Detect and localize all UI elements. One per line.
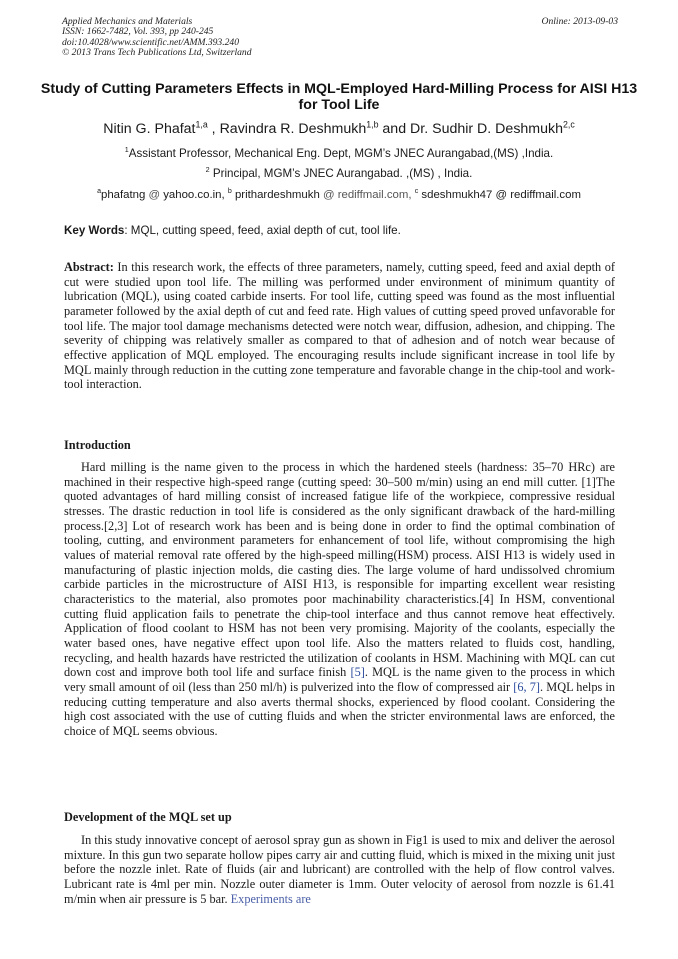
email-mark: b xyxy=(227,188,232,196)
keywords-text: : MQL, cutting speed, feed, axial depth of cut, tool life. xyxy=(124,224,401,237)
mql-setup-paragraph xyxy=(64,833,615,906)
email-user[interactable]: sdeshmukh47 xyxy=(421,189,493,201)
email-domain[interactable]: yahoo.co.in, xyxy=(163,189,225,201)
author-separator: and xyxy=(378,121,411,137)
abstract-text: In this research work, the effects of three parameters, namely, cutting speed, feed and axial depth of cut were studied upon tool life. The milling was performed under environment of minimum quantity of lubrication (MQL), using coated carbide inserts. For tool life, cutting speed was found as the most influential parameter followed by the axial depth of cut and feed rate. High values of cutting speed proved unfavorable for tool life. The major tool damage mechanisms detected were notch wear, diffusion, adhesion, and chipping. The severity of chipping was relatively smaller as compared to that of adhesion and of notch wear because of effective application of MQL employed. The encouraging results include significant increase in tool life by MQL mainly through reduction in the cutting zone temperature and favorable change in the chip-tool and work-tool interaction. xyxy=(64,260,615,392)
copyright-line: © 2013 Trans Tech Publications Ltd, Switzerland xyxy=(62,47,252,59)
keywords-label: Key Words xyxy=(64,224,125,237)
doi-line: doi:10.4028/www.scientific.net/AMM.393.240 xyxy=(62,36,240,48)
affiliation-text: Principal, MGM’s JNEC Aurangabad. ,(MS) , India. xyxy=(209,167,473,180)
abstract-label: Abstract: xyxy=(64,260,114,274)
keywords xyxy=(64,224,616,238)
author-name: Ravindra R. Deshmukh xyxy=(219,121,367,137)
abstract xyxy=(64,260,615,392)
issn-line: ISSN: 1662-7482, Vol. 393, pp 240-245 xyxy=(62,26,214,38)
paragraph-text: Hard milling is the name given to the process in which the hardened steels (hardness: 35–70 HRc) are machined in their respective high-speed range (cutting speed: 30–500 m/min) using an end mill cutter. [1]The quoted advantages of hard milling consist of increased fatigue life of the workpiece, compressive residual stresses. The drastic reduction in tool life is considered as the only significant drawback of the hard-milling process.[2,3] Lot of research work has been and is being done in order to find the optimal combination of tooling, cutting, and environment parameters for enhancement of tool life, without compromising the high values of material removal rate offered by the high-speed milling(HSM) process. AISI H13 is widely used in manufacturing of plastic injection molds, die casting dies. The large volume of hard undissolved chromium carbide particles in the microstructure of AISI H13, is responsible for imparting excellent wear resisting characteristics to the material, also promotes poor machinability characteristics.[4] In HSM, conventional cutting fluid application fails to penetrate the chip-tool interface and thus cannot remove heat effectively. Application of flood coolant to HSM has not been very promising. Majority of the coolants, especially the water based ones, have negative effect upon tool life. Also the matters related to fluids cost, handling, recycling, and health hazards have restricted the utilization of coolants in HSM. Machining with MQL can cut down cost and improve both tool life and surface finish xyxy=(64,460,615,680)
author-name: Nitin G. Phafat xyxy=(103,121,196,137)
journal-name: Applied Mechanics and Materials xyxy=(62,16,193,27)
email-at: @ xyxy=(319,189,338,201)
author-separator: , xyxy=(207,121,220,137)
affiliation-mark: 2 xyxy=(205,165,210,175)
email-mark: c xyxy=(414,188,419,196)
online-date: Online: 2013-09-03 xyxy=(541,16,618,27)
affiliation-mark: 1 xyxy=(124,145,129,155)
affiliation-1 xyxy=(20,147,658,161)
email-mark: a xyxy=(97,188,101,196)
author-affil-mark: 1,b xyxy=(366,119,379,130)
email-user[interactable]: phafatng xyxy=(100,189,146,201)
email-list xyxy=(20,188,658,202)
introduction-paragraph xyxy=(64,460,615,738)
paragraph-trailing-text: Experiments are xyxy=(230,891,311,906)
author-affil-mark: 2,c xyxy=(563,119,575,130)
author-name: Dr. Sudhir D. Deshmukh xyxy=(410,121,563,137)
paper-title: Study of Cutting Parameters Effects in MQL-Employed Hard-Milling Process for AISI H13 for Tool Life xyxy=(40,81,638,113)
author-list xyxy=(20,120,658,138)
email-domain[interactable]: rediffmail.com, xyxy=(337,189,412,201)
author-affil-mark: 1,a xyxy=(195,119,208,130)
email-user[interactable]: prithardeshmukh xyxy=(234,189,320,201)
citation-link[interactable]: [5] xyxy=(350,665,365,680)
paragraph-text: In this study innovative concept of aerosol spray gun as shown in Fig1 is used to mix and deliver the aerosol mixture. In this gun two separate hollow pipes carry air and cutting fluid, which is mixed in the mixing unit just before the nozzle inlet. Rate of fluids (air and lubricant) are controlled with the help of flow control valves. Lubricant rate is 4ml per min. Nozzle outer diameter is 1mm. Outer velocity of aerosol from nozzle is 61.41 m/min when air pressure is 5 bar. xyxy=(64,833,615,906)
citation-link[interactable]: [6, 7] xyxy=(513,679,541,694)
email-at: @ xyxy=(492,189,511,201)
affiliation-2 xyxy=(20,167,658,181)
paragraph-text: . MQL helps in reducing cutting temperature and also averts thermal shocks, experienced by flood coolant. Considering the high cost associated with the use of cutting fluids and when the stricter environmental laws are enforced, the choice of MQL seems obvious. xyxy=(64,679,615,738)
email-at: @ xyxy=(145,189,164,201)
paragraph-text: . MQL is the name given to the process in which very small amount of oil (less than 250 ml/h) is pulverized into the flow of compressed air xyxy=(64,665,615,694)
affiliation-text: Assistant Professor, Mechanical Eng. Dept, MGM’s JNEC Aurangabad,(MS) ,India. xyxy=(128,147,554,160)
section-heading-mql-setup: Development of the MQL set up xyxy=(64,810,232,824)
journal-header xyxy=(62,17,618,59)
section-heading-introduction: Introduction xyxy=(64,438,131,452)
email-domain[interactable]: rediffmail.com xyxy=(510,189,581,201)
